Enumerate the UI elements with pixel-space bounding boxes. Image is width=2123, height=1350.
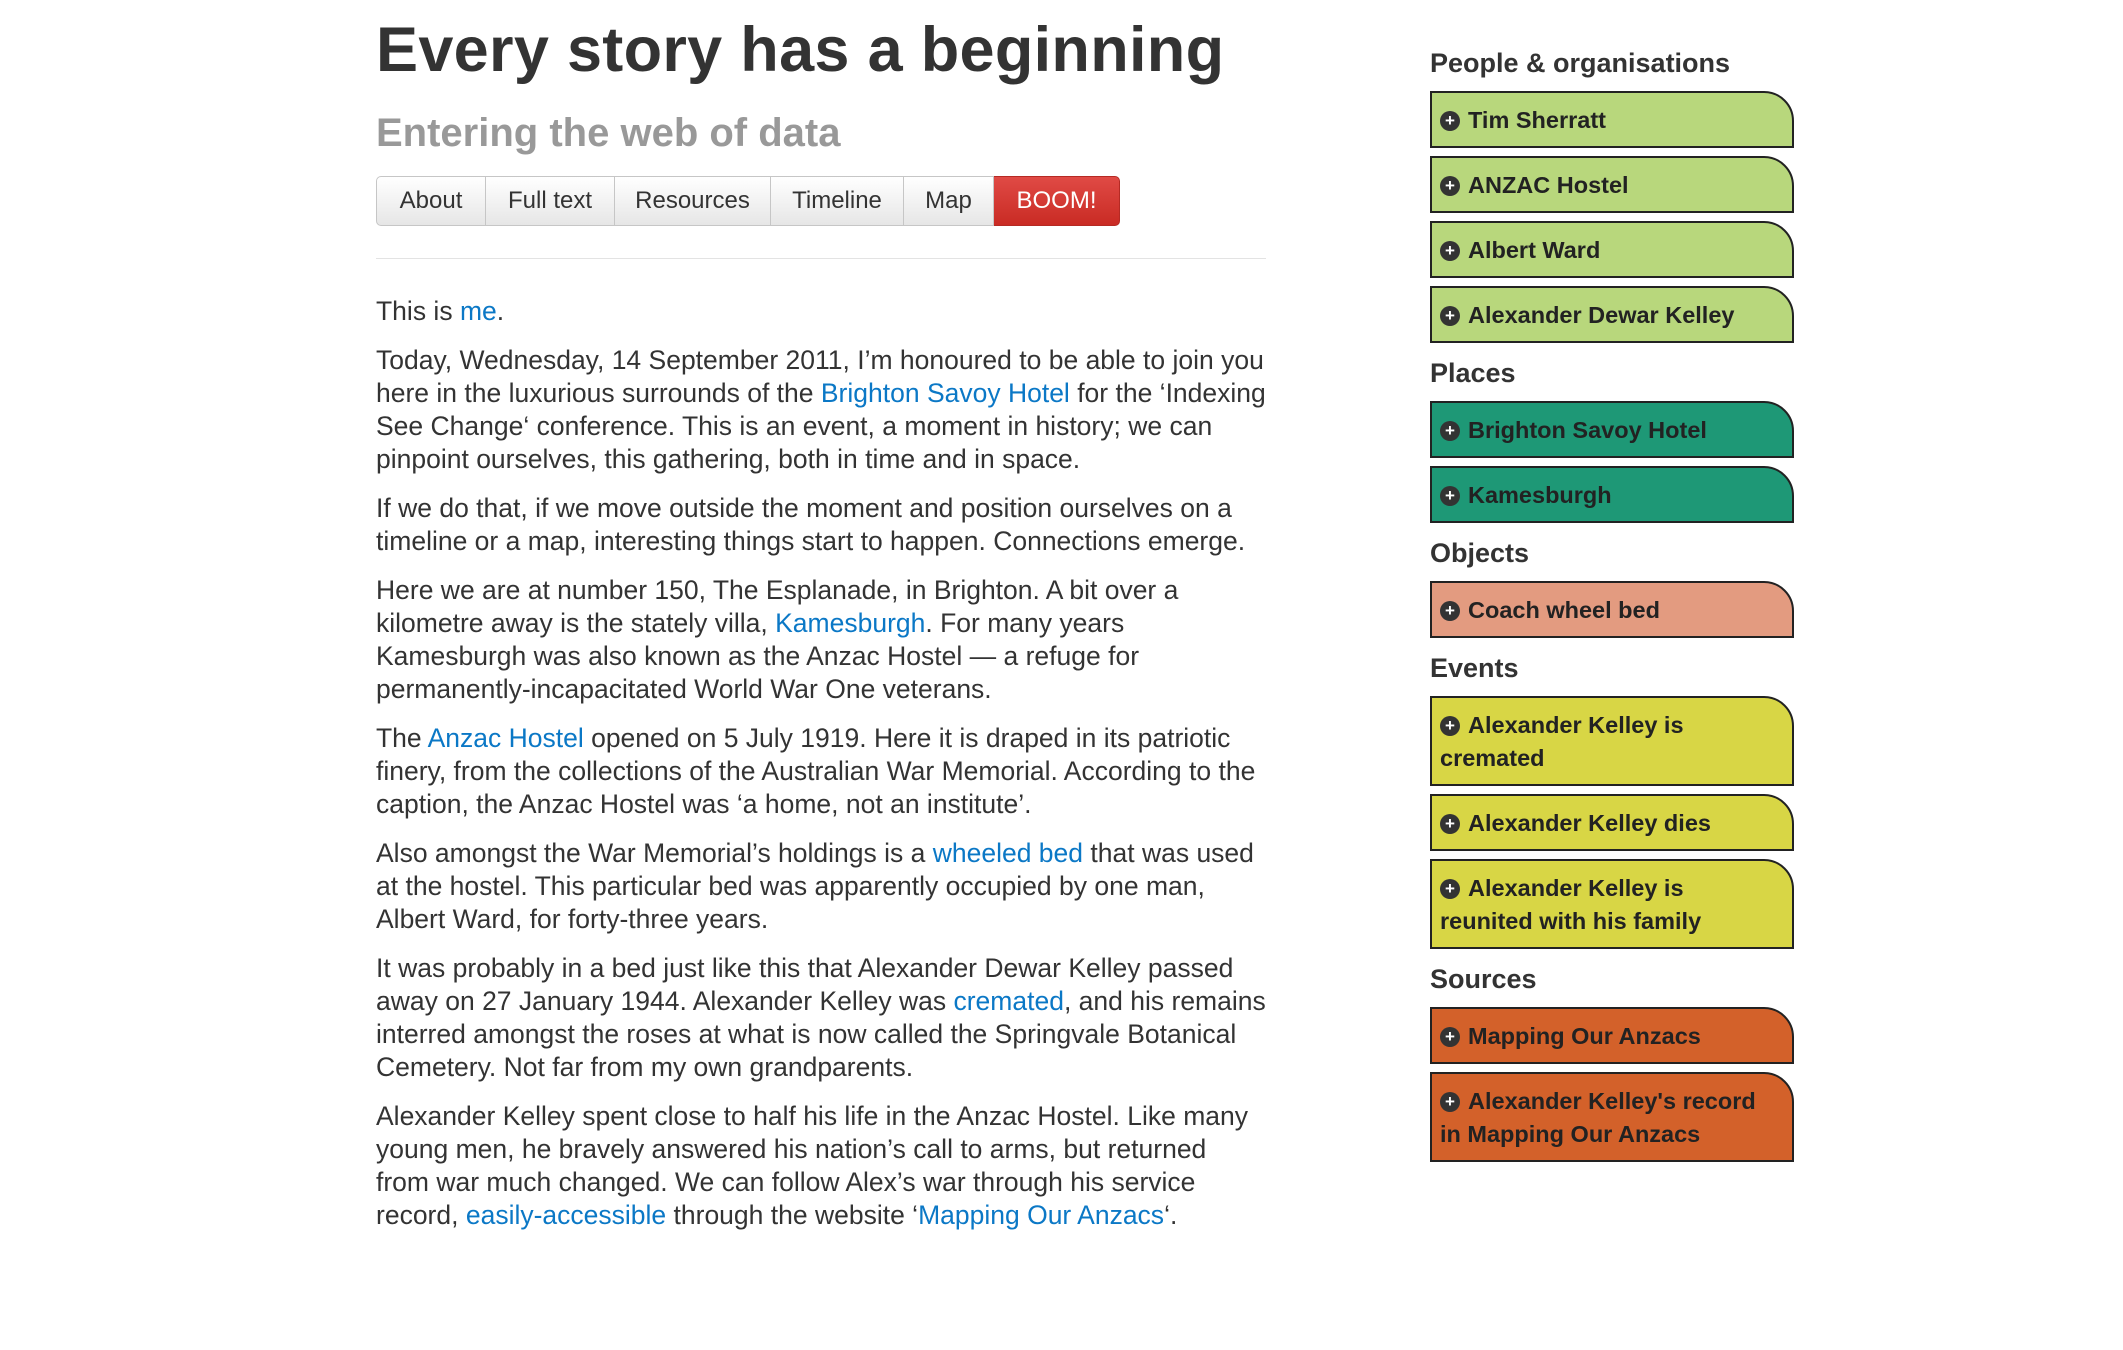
plus-circle-icon: + [1440, 716, 1460, 736]
paragraph-text: opened on 5 July 1919. Here it is draped in its patriotic finery, from the collections of the Australian War Memorial. According to the caption, the Anzac Hostel was ‘a home, not an institute’. [376, 723, 1256, 819]
entity-pill-kelley-cremated[interactable] [1430, 696, 1794, 786]
entity-pill-alexander-dewar-kelley[interactable] [1430, 286, 1794, 343]
places-heading: Places [1430, 358, 1516, 388]
paragraph-text: . For many years Kamesburgh was also known as the Anzac Hostel — a refuge for permanently-incapacitated World War One veterans. [376, 608, 1140, 704]
sources-heading: Sources [1430, 964, 1537, 994]
entity-pill-kelley-record[interactable] [1430, 1072, 1794, 1162]
plus-circle-icon: + [1440, 1027, 1460, 1047]
nav-about-button[interactable]: About [376, 176, 486, 226]
entity-label: Brighton Savoy Hotel [1468, 417, 1707, 443]
paragraph-text: , and his remains interred amongst the roses at what is now called the Springvale Botanical Cemetery. Not far from my own grandparents. [376, 986, 1266, 1082]
paragraph [376, 837, 1266, 936]
cremated-link[interactable]: cremated [953, 986, 1064, 1016]
paragraph [376, 295, 1266, 328]
paragraph-text: ‘. [1164, 1200, 1178, 1230]
page-title: Every story has a beginning [376, 15, 1225, 85]
people-heading: People & organisations [1430, 48, 1731, 78]
entity-pill-brighton-savoy-hotel[interactable] [1430, 401, 1794, 458]
entity-label: Alexander Kelley is cremated [1440, 712, 1684, 771]
paragraph [376, 1100, 1266, 1232]
paragraph-text: This is [376, 296, 460, 326]
entity-label: Tim Sherratt [1468, 107, 1606, 133]
plus-circle-icon: + [1440, 176, 1460, 196]
paragraph-text: through the website ‘ [666, 1200, 919, 1230]
nav-full-text-button[interactable]: Full text [486, 176, 615, 226]
plus-circle-icon: + [1440, 486, 1460, 506]
plus-circle-icon: + [1440, 421, 1460, 441]
paragraph-text: for the ‘Indexing See Change‘ conference. This is an event, a moment in history; we can pinpoint ourselves, this gathering, both in time and in space. [376, 378, 1266, 474]
entity-pill-coach-wheel-bed[interactable] [1430, 581, 1794, 638]
entity-pill-kelley-dies[interactable] [1430, 794, 1794, 851]
people-list [1430, 91, 1794, 343]
paragraph-text: that was used at the hostel. This particular bed was apparently occupied by one man, Albert Ward, for forty-three years. [376, 838, 1254, 934]
entity-label: Coach wheel bed [1468, 597, 1660, 623]
paragraph-text: Also amongst the War Memorial’s holdings is a [376, 838, 933, 868]
objects-heading: Objects [1430, 538, 1530, 568]
kamesburgh-link[interactable]: Kamesburgh [775, 608, 926, 638]
entity-label: Alexander Dewar Kelley [1468, 302, 1735, 328]
plus-circle-icon: + [1440, 241, 1460, 261]
paragraph [376, 952, 1266, 1084]
entity-label: Kamesburgh [1468, 482, 1612, 508]
entity-sidebar [1430, 46, 1794, 1175]
plus-circle-icon: + [1440, 879, 1460, 899]
entity-pill-kamesburgh[interactable] [1430, 466, 1794, 523]
entity-label: Alexander Kelley's record in Mapping Our Anzacs [1440, 1088, 1756, 1147]
paragraph [376, 722, 1266, 821]
easily-accessible-link[interactable]: easily-accessible [465, 1200, 667, 1230]
entity-pill-tim-sherratt[interactable] [1430, 91, 1794, 148]
entity-label: Albert Ward [1468, 237, 1601, 263]
mapping-our-anzacs-link[interactable]: Mapping Our Anzacs [918, 1200, 1165, 1230]
objects-list [1430, 581, 1794, 638]
paragraph-text: Today, Wednesday, 14 September 2011, I’m honoured to be able to join you here in the luxurious surrounds of the [376, 345, 1264, 408]
article-body [376, 295, 1266, 1232]
paragraph-text: Alexander Kelley spent close to half his life in the Anzac Hostel. Like many young men, he bravely answered his nation’s call to arms, but returned from war much changed. We can follow Alex’s war through his service record, [376, 1101, 1249, 1230]
nav-resources-button[interactable]: Resources [615, 176, 771, 226]
main-content [376, 14, 1266, 1248]
header-divider [376, 258, 1266, 259]
paragraph-text: Here we are at number 150, The Esplanade, in Brighton. A bit over a kilometre away is the stately villa, [376, 575, 1179, 638]
entity-label: ANZAC Hostel [1468, 172, 1629, 198]
paragraph-text: . [496, 296, 505, 326]
paragraph [376, 344, 1266, 476]
nav-timeline-button[interactable]: Timeline [771, 176, 904, 226]
nav-boom-button[interactable]: BOOM! [994, 176, 1120, 226]
plus-circle-icon: + [1440, 601, 1460, 621]
plus-circle-icon: + [1440, 111, 1460, 131]
paragraph-text: It was probably in a bed just like this that Alexander Dewar Kelley passed away on 27 January 1944. Alexander Kelley was [376, 953, 1234, 1016]
paragraph-text: If we do that, if we move outside the moment and position ourselves on a timeline or a map, interesting things start to happen. Connections emerge. [376, 493, 1246, 556]
wheeled-bed-link[interactable]: wheeled bed [932, 838, 1084, 868]
plus-circle-icon: + [1440, 1092, 1460, 1112]
entity-label: Alexander Kelley dies [1468, 810, 1711, 836]
events-heading: Events [1430, 653, 1519, 683]
plus-circle-icon: + [1440, 814, 1460, 834]
nav-map-button[interactable]: Map [904, 176, 994, 226]
page-subtitle: Entering the web of data [376, 111, 841, 155]
paragraph [376, 492, 1266, 558]
nav-button-group [376, 176, 1266, 226]
entity-pill-albert-ward[interactable] [1430, 221, 1794, 278]
places-list [1430, 401, 1794, 523]
entity-label: Alexander Kelley is reunited with his family [1440, 875, 1702, 934]
entity-pill-anzac-hostel[interactable] [1430, 156, 1794, 213]
entity-pill-mapping-our-anzacs[interactable] [1430, 1007, 1794, 1064]
entity-pill-kelley-reunited[interactable] [1430, 859, 1794, 949]
sources-list [1430, 1007, 1794, 1162]
me-link[interactable]: me [459, 296, 497, 326]
plus-circle-icon: + [1440, 306, 1460, 326]
paragraph [376, 574, 1266, 706]
entity-label: Mapping Our Anzacs [1468, 1023, 1701, 1049]
brighton-savoy-hotel-link[interactable]: Brighton Savoy Hotel [820, 378, 1070, 408]
anzac-hostel-link[interactable]: Anzac Hostel [427, 723, 584, 753]
events-list [1430, 696, 1794, 949]
paragraph-text: The [376, 723, 428, 753]
